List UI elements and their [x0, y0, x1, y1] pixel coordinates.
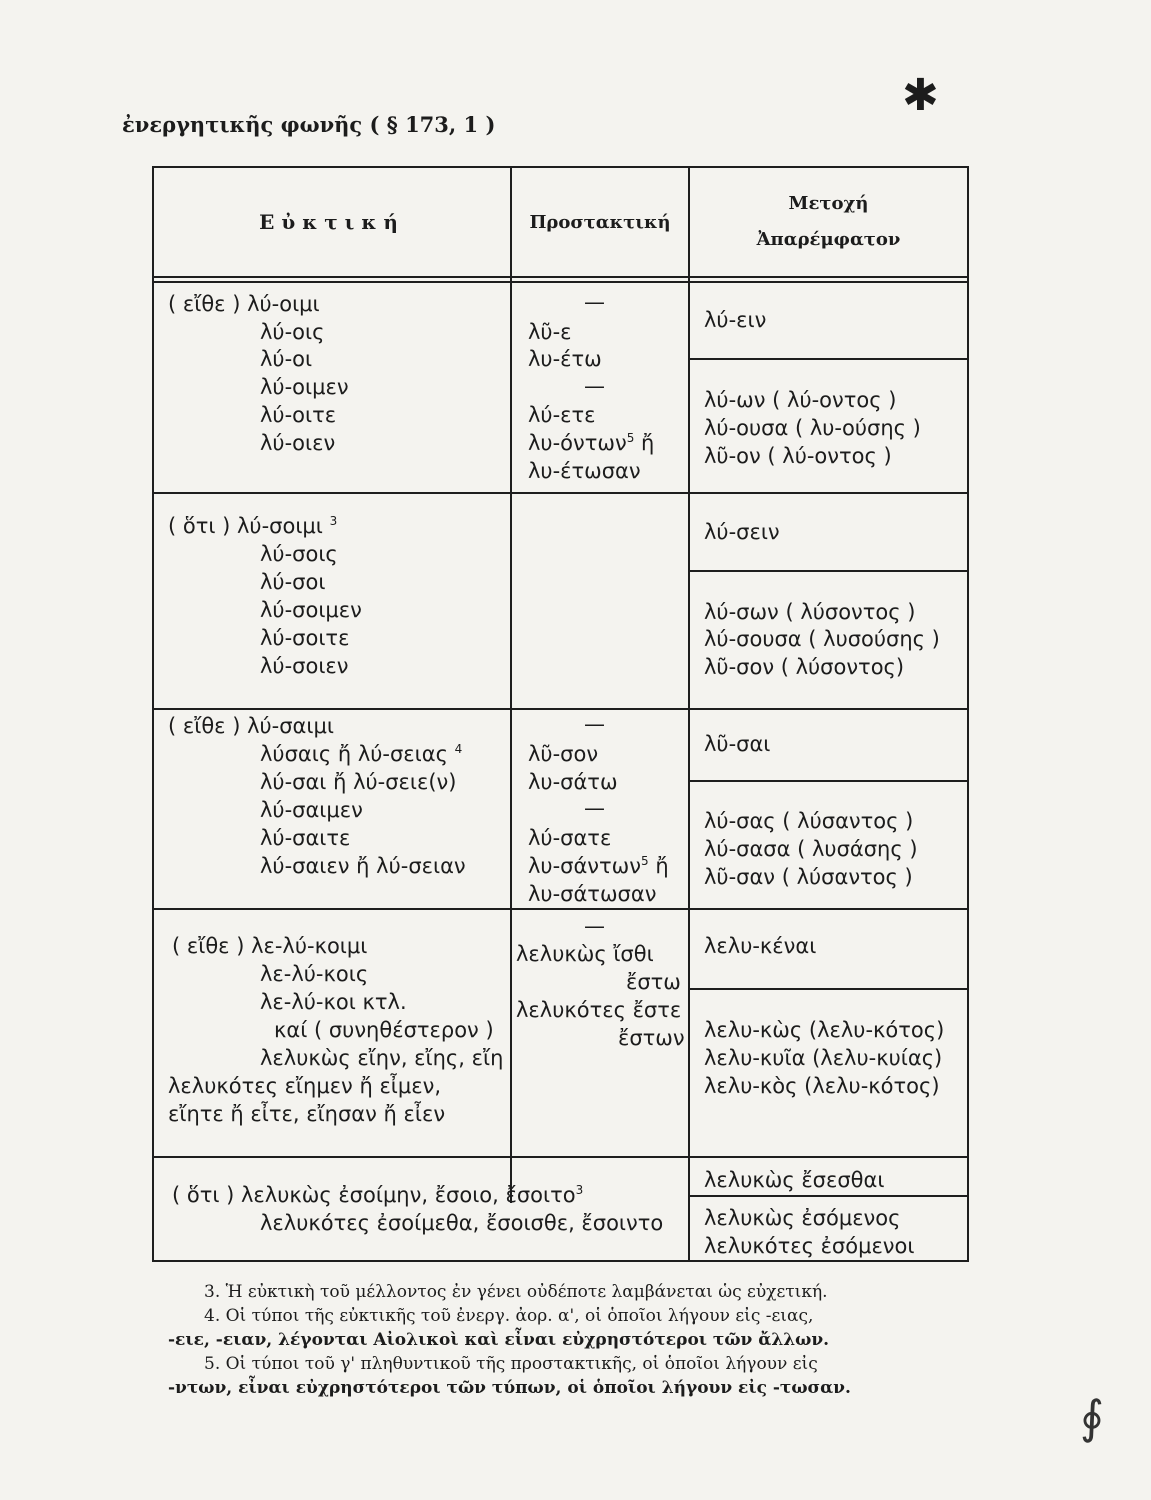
opt-form: ( ὅτι ) λύ-σοιμι: [168, 514, 323, 538]
sub-divider-2: [688, 570, 967, 572]
opt-line: [260, 740, 462, 768]
infinitive: λύ-ειν: [704, 308, 767, 332]
imp-line: λυ-έτωσαν: [528, 459, 641, 483]
imp-line: λῦ-σον: [528, 742, 599, 766]
imp-line: λυ-σάτωσαν: [528, 882, 657, 906]
opt-line: [172, 1181, 583, 1209]
opt-form: λύσαις ἤ λύ-σειας: [260, 742, 448, 766]
footnotes: [168, 1280, 988, 1400]
imp-line: λύ-σατε: [528, 826, 612, 850]
conjunction: ἤ: [634, 431, 655, 455]
row-divider-1: [154, 492, 967, 494]
participle-line: λῦ-σον ( λύσοντος): [704, 655, 905, 679]
participle-line: λῦ-σαν ( λύσαντος ): [704, 865, 913, 889]
participle-line: λελυ-κὼς (λελυ-κότος): [704, 1018, 945, 1042]
participle-header: Μετοχή: [788, 193, 869, 214]
opt-line: λε-λύ-κοι κτλ.: [260, 990, 407, 1014]
imp-line: ἔστων: [618, 1026, 685, 1050]
footnote-ref: 3: [575, 1183, 584, 1197]
opt-line: λύ-σαι ἤ λύ-σειε(ν): [260, 770, 457, 794]
conjugation-table: [152, 166, 969, 1262]
opt-line: λύ-οις: [260, 320, 325, 344]
conjunction: ἤ: [648, 854, 669, 878]
opt-line: λύ-οιμεν: [260, 375, 349, 399]
opt-line: λύ-σοι: [260, 570, 326, 594]
sub-divider-1: [688, 358, 967, 360]
opt-line: λελυκότες εἴημεν ἤ εἶμεν,: [168, 1074, 442, 1098]
imp-line: λελυκότες ἔστε: [516, 998, 682, 1022]
footnote-ref: 4: [454, 742, 463, 756]
opt-line: λύ-σαιτε: [260, 826, 351, 850]
row-divider-3: [154, 908, 967, 910]
participle-line: λύ-σων ( λύσοντος ): [704, 600, 916, 624]
imp-line: [528, 429, 654, 457]
footnote-5-line2: -ντων, εἶναι εὐχρηστότεροι τῶν τύπων, οἱ ὁποῖοι λήγουν εἰς -τωσαν.: [168, 1378, 851, 1398]
opt-line: ( εἴθε ) λύ-οιμι: [168, 292, 320, 316]
col-divider-2: [688, 168, 690, 1262]
imp-line: λῦ-ε: [528, 320, 572, 344]
opt-line: λύ-σοιμεν: [260, 598, 362, 622]
footnote-5-line1: 5. Οἱ τύποι τοῦ γ' πληθυντικοῦ τῆς προστακτικῆς, οἱ ὁποῖοι λήγουν εἰς: [204, 1354, 818, 1374]
opt-line: λύ-οι: [260, 347, 313, 371]
opt-form: ( ὅτι ) λελυκὼς ἐσοίμην, ἔσοιο, ἔσοιτο: [172, 1183, 576, 1207]
participle-line: λύ-ουσα ( λυ-ούσης ): [704, 416, 921, 440]
opt-line: λύ-σοιτε: [260, 626, 350, 650]
opt-line: λύ-σαιεν ἤ λύ-σειαν: [260, 854, 466, 878]
opt-line: λύ-οιτε: [260, 403, 337, 427]
participle-line: λύ-σασα ( λυσάσης ): [704, 837, 918, 861]
handwritten-scribble: ∮: [1080, 1390, 1104, 1444]
participle-infinitive-header: [690, 168, 967, 276]
pen-mark: ✱: [902, 70, 939, 121]
imp-dash: —: [584, 796, 605, 820]
opt-line: καί ( συνηθέστερον ): [274, 1018, 494, 1042]
imperative-header: Προστακτική: [529, 211, 671, 233]
page-header: ἐνεργητικῆς φωνῆς ( § 173, 1 ): [122, 112, 496, 137]
opt-line: εἴητε ἤ εἶτε, εἴησαν ἤ εἶεν: [168, 1102, 446, 1126]
infinitive: λῦ-σαι: [704, 732, 771, 756]
row-divider-2: [154, 708, 967, 710]
infinitive: λύ-σειν: [704, 520, 780, 544]
imp-line: λελυκὼς ἴσθι: [516, 942, 654, 966]
imp-dash: —: [584, 374, 605, 398]
sub-divider-5: [688, 1195, 967, 1197]
opt-line: λύ-σαιμεν: [260, 798, 363, 822]
opt-line: λύ-σοις: [260, 542, 338, 566]
infinitive-header: Ἀπαρέμφατον: [756, 229, 901, 250]
infinitive: λελυκὼς ἔσεσθαι: [704, 1168, 885, 1192]
footnote-4-line1: 4. Οἱ τύποι τῆς εὐκτικῆς τοῦ ἐνεργ. ἀορ. α', οἱ ὁποῖοι λήγουν εἰς -ειας,: [204, 1306, 814, 1326]
footnote-ref: 3: [329, 514, 338, 528]
header-rule-a: [154, 276, 967, 278]
opt-line: ( εἴθε ) λε-λύ-κοιμι: [172, 934, 368, 958]
sub-divider-4: [688, 988, 967, 990]
footnote-ref: 5: [641, 854, 649, 868]
imp-line: [528, 852, 669, 880]
imp-line: ἔστω: [626, 970, 681, 994]
imp-line: λυ-σάτω: [528, 770, 618, 794]
participle-line: λελυ-κὸς (λελυ-κότος): [704, 1074, 940, 1098]
imp-form: λυ-όντων: [528, 431, 627, 455]
row-divider-4: [154, 1156, 967, 1158]
opt-line: λε-λύ-κοις: [260, 962, 369, 986]
infinitive: λελυ-κέναι: [704, 934, 817, 958]
optative-header: Εὐκτική: [259, 210, 405, 234]
footnote-3: 3. Ἡ εὐκτικὴ τοῦ μέλλοντος ἐν γένει οὐδέποτε λαμβάνεται ὡς εὐχετική.: [204, 1282, 828, 1302]
imp-dash: —: [584, 712, 605, 736]
participle-line: λῦ-ον ( λύ-οντος ): [704, 444, 892, 468]
sub-divider-3: [688, 780, 967, 782]
participle-line: λύ-σουσα ( λυσούσης ): [704, 627, 940, 651]
participle-line: λύ-σας ( λύσαντος ): [704, 809, 914, 833]
opt-line: ( εἴθε ) λύ-σαιμι: [168, 714, 334, 738]
participle-line: λύ-ων ( λύ-οντος ): [704, 388, 897, 412]
imp-form: λυ-σάντων: [528, 854, 641, 878]
imp-dash: —: [584, 914, 605, 938]
opt-line: [168, 512, 337, 540]
col-divider-1: [510, 168, 512, 1203]
opt-line: λύ-οιεν: [260, 431, 336, 455]
imp-dash: —: [584, 290, 605, 314]
footnote-4-line2: -ειε, -ειαν, λέγονται Αἰολικοὶ καὶ εἶναι εὐχρηστότεροι τῶν ἄλλων.: [168, 1330, 830, 1350]
participle-line: λελυκότες ἐσόμενοι: [704, 1234, 915, 1258]
imp-line: λύ-ετε: [528, 403, 596, 427]
participle-line: λελυκὼς ἐσόμενος: [704, 1206, 901, 1230]
imp-line: λυ-έτω: [528, 347, 602, 371]
opt-line: λελυκὼς εἴην, εἴης, εἴη: [260, 1046, 504, 1070]
participle-line: λελυ-κυῖα (λελυ-κυίας): [704, 1046, 943, 1070]
opt-line: λελυκότες ἐσοίμεθα, ἔσοισθε, ἔσοιντο: [260, 1211, 664, 1235]
opt-line: λύ-σοιεν: [260, 654, 349, 678]
footnote-ref: 5: [626, 431, 635, 445]
header-rule-b: [154, 281, 967, 283]
